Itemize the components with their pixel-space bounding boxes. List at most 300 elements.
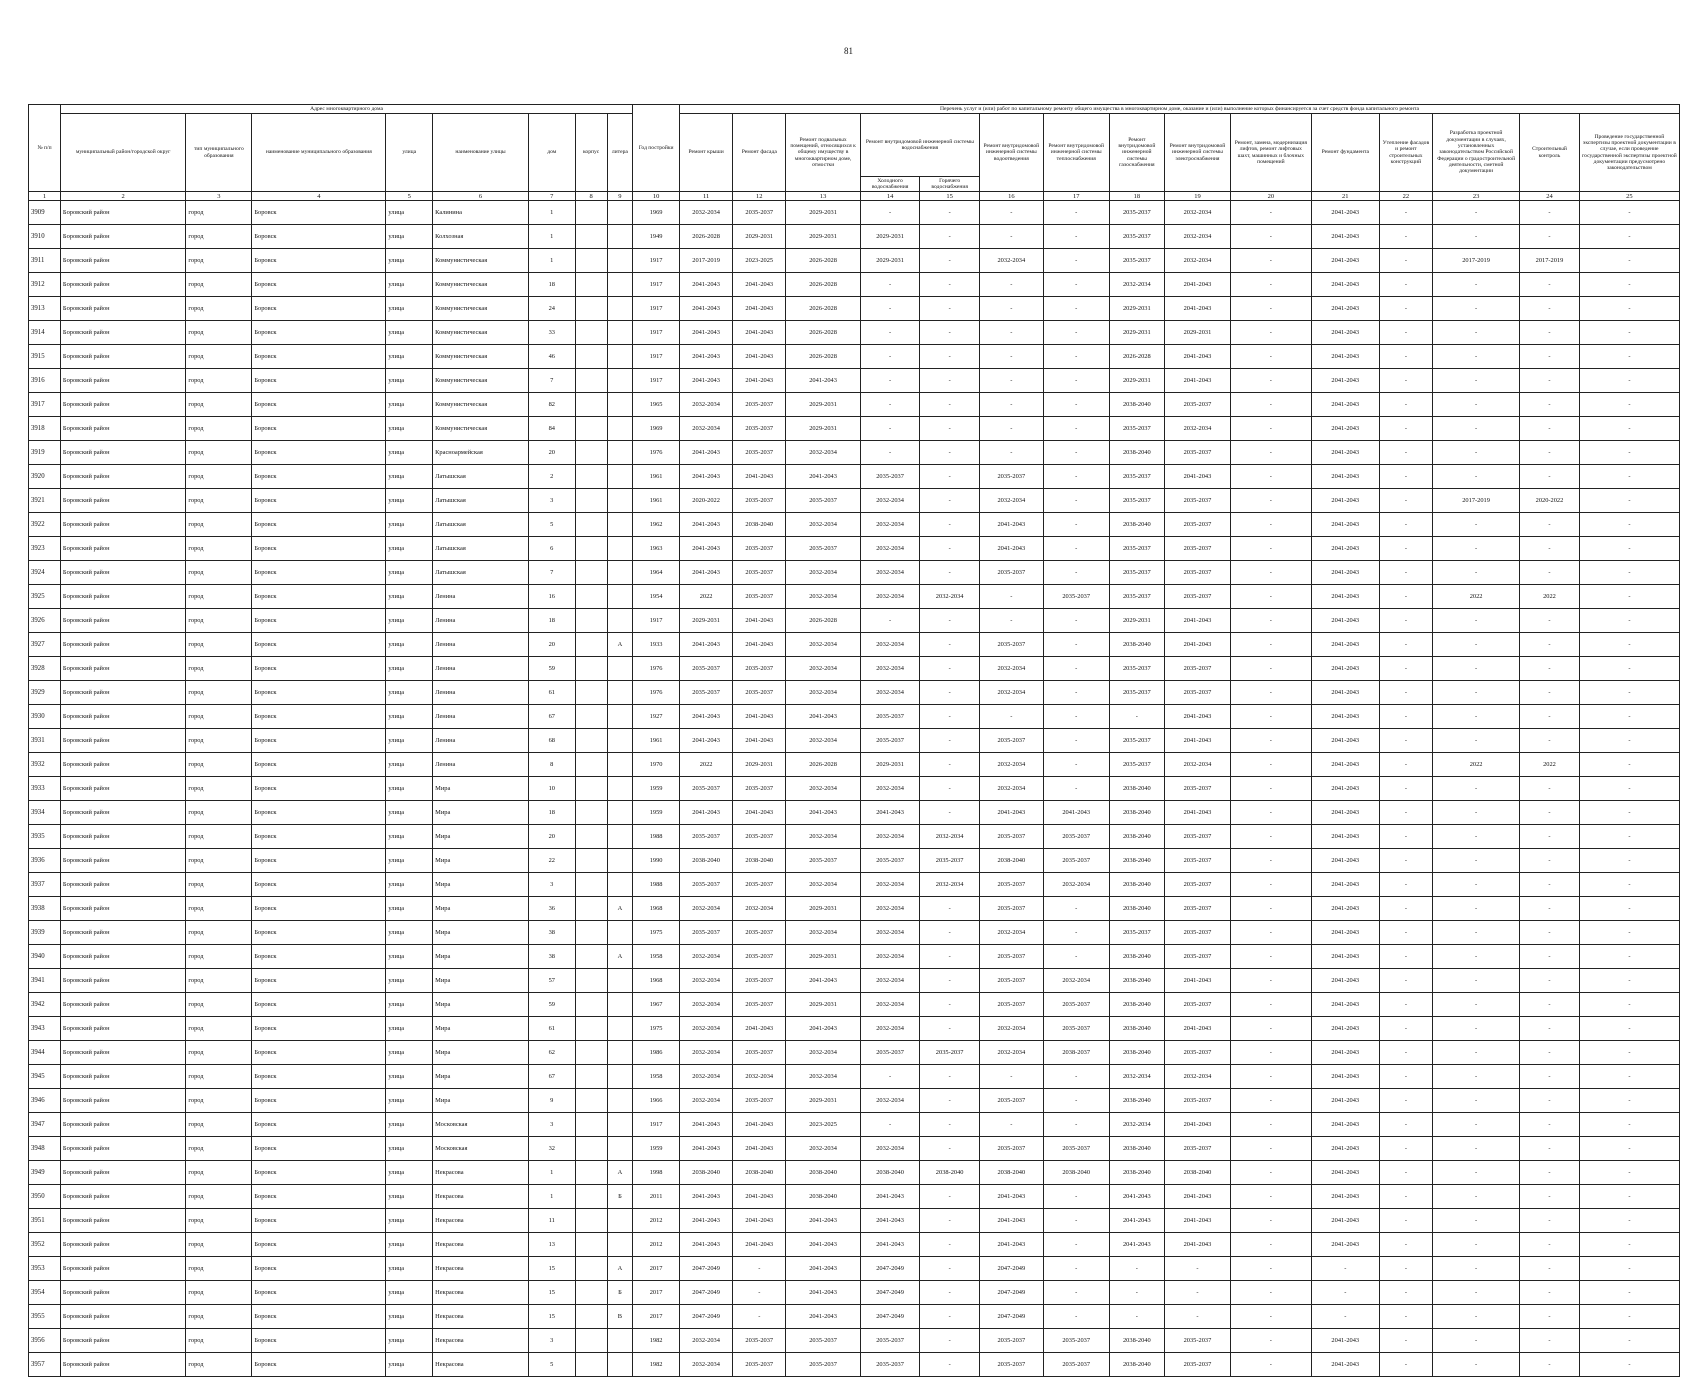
- table-cell: 2035-2037: [1164, 513, 1230, 537]
- table-cell: 1966: [633, 1089, 680, 1113]
- table-cell: -: [1379, 561, 1432, 585]
- table-cell: -: [1520, 729, 1580, 753]
- table-cell: Боровск: [252, 1041, 386, 1065]
- table-row: [29, 369, 1680, 393]
- table-cell: -: [920, 1017, 980, 1041]
- table-cell: 2032-2034: [920, 825, 980, 849]
- table-cell: -: [1379, 201, 1432, 225]
- table-cell: Боровский район: [60, 369, 186, 393]
- table-cell: 2022: [1432, 753, 1519, 777]
- table-row: [29, 1089, 1680, 1113]
- table-cell: [607, 369, 633, 393]
- table-cell: 2041-2043: [1311, 945, 1379, 969]
- table-cell: 2035-2037: [979, 945, 1043, 969]
- table-cell: город: [186, 297, 252, 321]
- table-cell: Боровский район: [60, 993, 186, 1017]
- table-cell: Некрасова: [433, 1185, 529, 1209]
- table-row: [29, 1161, 1680, 1185]
- table-cell: 1975: [633, 921, 680, 945]
- table-cell: Латышская: [433, 489, 529, 513]
- table-cell: -: [1432, 273, 1519, 297]
- table-cell: -: [1520, 825, 1580, 849]
- table-cell: -: [1379, 585, 1432, 609]
- table-cell: [575, 249, 607, 273]
- table-cell: -: [1432, 1137, 1519, 1161]
- table-cell: -: [1043, 753, 1109, 777]
- table-cell: 2035-2037: [733, 945, 786, 969]
- table-cell: Боровск: [252, 1329, 386, 1353]
- table-cell: 2038-2040: [1109, 945, 1164, 969]
- table-cell: улица: [386, 345, 433, 369]
- table-cell: улица: [386, 1281, 433, 1305]
- table-cell: 1968: [633, 969, 680, 993]
- table-cell: 2029-2031: [786, 945, 860, 969]
- table-row: [29, 1281, 1680, 1305]
- table-cell: Боровский район: [60, 1113, 186, 1137]
- table-cell: [575, 1041, 607, 1065]
- table-cell: Ленина: [433, 633, 529, 657]
- table-cell: 2017-2019: [1432, 489, 1519, 513]
- table-cell: [607, 1017, 633, 1041]
- table-row: [29, 849, 1680, 873]
- table-cell: 2038-2040: [979, 849, 1043, 873]
- table-cell: Боровский район: [60, 825, 186, 849]
- table-cell: улица: [386, 681, 433, 705]
- table-cell: [607, 465, 633, 489]
- table-cell: -: [920, 777, 980, 801]
- table-cell: 2038-2040: [920, 1161, 980, 1185]
- table-cell: -: [1311, 1305, 1379, 1329]
- table-cell: 2038-2040: [1109, 993, 1164, 1017]
- table-cell: 2026-2028: [786, 297, 860, 321]
- table-cell: 2035-2037: [979, 873, 1043, 897]
- table-cell: -: [1379, 993, 1432, 1017]
- table-cell: -: [1230, 753, 1311, 777]
- table-cell: 2032-2034: [860, 537, 920, 561]
- table-cell: 3919: [29, 441, 61, 465]
- table-cell: Колхозная: [433, 225, 529, 249]
- table-cell: -: [1579, 345, 1679, 369]
- table-cell: Боровский район: [60, 1353, 186, 1377]
- table-cell: -: [1043, 249, 1109, 273]
- table-cell: 2035-2037: [733, 873, 786, 897]
- column-number: 23: [1432, 192, 1519, 201]
- table-cell: -: [1230, 1353, 1311, 1377]
- table-cell: 2041-2043: [680, 273, 733, 297]
- table-row: [29, 945, 1680, 969]
- table-cell: -: [1520, 1065, 1580, 1089]
- table-cell: 2032-2034: [979, 753, 1043, 777]
- table-cell: -: [1520, 417, 1580, 441]
- table-cell: 3914: [29, 321, 61, 345]
- table-cell: 2035-2037: [786, 849, 860, 873]
- table-cell: -: [920, 1233, 980, 1257]
- works-group-header: Перечень услуг и (или) работ по капитальному ремонту общего имущества в многоквартирном доме, оказание и (или) выполнение которых финансируется за счет средств фонда капитального ремонта: [680, 105, 1680, 114]
- table-cell: Боровский район: [60, 489, 186, 513]
- table-cell: -: [1379, 1329, 1432, 1353]
- table-cell: 1976: [633, 657, 680, 681]
- table-cell: -: [979, 225, 1043, 249]
- table-cell: 2035-2037: [979, 993, 1043, 1017]
- table-cell: -: [860, 441, 920, 465]
- table-cell: 2026-2028: [786, 321, 860, 345]
- table-cell: [607, 1137, 633, 1161]
- table-cell: 2041-2043: [1311, 849, 1379, 873]
- table-cell: -: [1432, 1113, 1519, 1137]
- table-cell: -: [1520, 897, 1580, 921]
- table-cell: -: [860, 1113, 920, 1137]
- table-cell: -: [1432, 465, 1519, 489]
- table-cell: -: [1432, 1041, 1519, 1065]
- table-cell: 3953: [29, 1257, 61, 1281]
- table-cell: 1970: [633, 753, 680, 777]
- table-row: [29, 441, 1680, 465]
- table-cell: 2041-2043: [680, 297, 733, 321]
- table-cell: 2041-2043: [1311, 1353, 1379, 1377]
- table-cell: Боровск: [252, 825, 386, 849]
- table-cell: -: [1579, 921, 1679, 945]
- table-cell: 18: [528, 273, 575, 297]
- table-cell: 1958: [633, 1065, 680, 1089]
- table-cell: 2038-2040: [1109, 393, 1164, 417]
- table-cell: -: [1520, 993, 1580, 1017]
- table-cell: 57: [528, 969, 575, 993]
- table-cell: -: [1043, 1065, 1109, 1089]
- table-cell: 3929: [29, 681, 61, 705]
- table-cell: 2032-2034: [786, 585, 860, 609]
- table-cell: 2035-2037: [860, 705, 920, 729]
- table-cell: Боровск: [252, 465, 386, 489]
- table-cell: 2035-2037: [680, 777, 733, 801]
- table-cell: Латышская: [433, 537, 529, 561]
- table-cell: -: [860, 609, 920, 633]
- table-cell: -: [1520, 1233, 1580, 1257]
- table-cell: Некрасова: [433, 1353, 529, 1377]
- table-cell: -: [1230, 441, 1311, 465]
- col-header-hot-water: Горячего водоснабжения: [920, 177, 980, 192]
- table-cell: Боровский район: [60, 1233, 186, 1257]
- table-cell: -: [1379, 945, 1432, 969]
- table-cell: 2047-2049: [680, 1257, 733, 1281]
- table-cell: 1: [528, 1161, 575, 1185]
- table-cell: -: [860, 321, 920, 345]
- col-header-building: корпус: [575, 114, 607, 192]
- table-cell: 2041-2043: [1311, 969, 1379, 993]
- table-cell: 3932: [29, 753, 61, 777]
- table-cell: Боровск: [252, 945, 386, 969]
- table-cell: -: [1379, 1017, 1432, 1041]
- table-cell: 2041-2043: [733, 345, 786, 369]
- table-cell: 3927: [29, 633, 61, 657]
- table-cell: 2032-2034: [786, 825, 860, 849]
- table-cell: 2032-2034: [860, 633, 920, 657]
- table-cell: 2035-2037: [733, 585, 786, 609]
- table-cell: 3910: [29, 225, 61, 249]
- table-cell: -: [1379, 1161, 1432, 1185]
- table-row: [29, 417, 1680, 441]
- table-cell: 2035-2037: [1109, 225, 1164, 249]
- table-cell: [607, 753, 633, 777]
- table-cell: -: [1379, 1209, 1432, 1233]
- table-cell: 2032-2034: [1109, 1065, 1164, 1089]
- table-cell: -: [920, 273, 980, 297]
- table-cell: 2041-2043: [860, 1185, 920, 1209]
- table-cell: [575, 489, 607, 513]
- table-cell: 2032-2034: [1043, 873, 1109, 897]
- table-cell: Боровский район: [60, 513, 186, 537]
- table-cell: -: [1579, 609, 1679, 633]
- table-cell: -: [1579, 561, 1679, 585]
- table-cell: 1975: [633, 1017, 680, 1041]
- table-cell: -: [1043, 657, 1109, 681]
- column-number: 10: [633, 192, 680, 201]
- table-cell: Коммунистическая: [433, 393, 529, 417]
- table-cell: улица: [386, 657, 433, 681]
- table-cell: 2035-2037: [786, 537, 860, 561]
- table-cell: [575, 1113, 607, 1137]
- table-cell: 2041-2043: [1164, 369, 1230, 393]
- table-cell: -: [1230, 729, 1311, 753]
- table-cell: -: [1579, 777, 1679, 801]
- table-cell: 2022: [1432, 585, 1519, 609]
- table-cell: -: [1579, 1209, 1679, 1233]
- table-cell: -: [1432, 1065, 1519, 1089]
- table-cell: город: [186, 849, 252, 873]
- table-cell: -: [1579, 441, 1679, 465]
- table-cell: Боровск: [252, 513, 386, 537]
- table-cell: Мира: [433, 777, 529, 801]
- table-cell: -: [979, 369, 1043, 393]
- table-cell: Боровский район: [60, 729, 186, 753]
- table-cell: 2038-2040: [860, 1161, 920, 1185]
- table-cell: -: [1432, 849, 1519, 873]
- table-row: [29, 345, 1680, 369]
- table-cell: [607, 201, 633, 225]
- table-cell: 2035-2037: [920, 1041, 980, 1065]
- table-cell: -: [979, 609, 1043, 633]
- table-cell: -: [1579, 489, 1679, 513]
- table-cell: -: [1579, 801, 1679, 825]
- table-cell: -: [1230, 1065, 1311, 1089]
- table-cell: -: [1230, 1137, 1311, 1161]
- table-cell: -: [1520, 321, 1580, 345]
- table-cell: -: [1520, 393, 1580, 417]
- table-row: [29, 249, 1680, 273]
- table-cell: улица: [386, 369, 433, 393]
- table-cell: 2035-2037: [1164, 441, 1230, 465]
- table-cell: Боровск: [252, 345, 386, 369]
- table-cell: 2032-2034: [786, 1065, 860, 1089]
- table-cell: 2035-2037: [680, 825, 733, 849]
- table-cell: -: [1043, 1113, 1109, 1137]
- table-row: [29, 1353, 1680, 1377]
- table-cell: -: [1379, 1257, 1432, 1281]
- table-cell: -: [1579, 897, 1679, 921]
- table-cell: 2041-2043: [1311, 201, 1379, 225]
- table-cell: Боровский район: [60, 657, 186, 681]
- table-cell: 1988: [633, 825, 680, 849]
- table-cell: [575, 1089, 607, 1113]
- table-cell: -: [920, 801, 980, 825]
- table-cell: -: [920, 225, 980, 249]
- table-cell: Боровск: [252, 681, 386, 705]
- column-number: 25: [1579, 192, 1679, 201]
- table-cell: 1965: [633, 393, 680, 417]
- table-cell: -: [733, 1281, 786, 1305]
- table-cell: 2035-2037: [1164, 1329, 1230, 1353]
- table-cell: -: [1043, 369, 1109, 393]
- table-cell: -: [920, 609, 980, 633]
- column-number: 20: [1230, 192, 1311, 201]
- table-cell: Боровский район: [60, 921, 186, 945]
- table-cell: Боровский район: [60, 1137, 186, 1161]
- table-cell: [575, 1209, 607, 1233]
- table-cell: 3957: [29, 1353, 61, 1377]
- table-cell: Мира: [433, 1089, 529, 1113]
- table-cell: [607, 273, 633, 297]
- table-cell: 2032-2034: [979, 489, 1043, 513]
- table-cell: Боровский район: [60, 849, 186, 873]
- column-number: 19: [1164, 192, 1230, 201]
- table-cell: [575, 969, 607, 993]
- table-cell: 2041-2043: [680, 705, 733, 729]
- table-cell: -: [1230, 1089, 1311, 1113]
- table-cell: 2035-2037: [733, 969, 786, 993]
- table-cell: -: [860, 417, 920, 441]
- column-number: 11: [680, 192, 733, 201]
- table-cell: город: [186, 921, 252, 945]
- table-cell: 59: [528, 993, 575, 1017]
- table-cell: 38: [528, 945, 575, 969]
- table-cell: 2032-2034: [920, 873, 980, 897]
- table-cell: 9: [528, 1089, 575, 1113]
- table-cell: 2035-2037: [733, 537, 786, 561]
- table-row: [29, 729, 1680, 753]
- table-cell: -: [1432, 705, 1519, 729]
- table-cell: Боровский район: [60, 225, 186, 249]
- table-cell: 2035-2037: [1043, 993, 1109, 1017]
- table-cell: -: [979, 297, 1043, 321]
- table-cell: 2032-2034: [979, 657, 1043, 681]
- table-cell: Коммунистическая: [433, 297, 529, 321]
- table-cell: улица: [386, 225, 433, 249]
- table-cell: 5: [528, 513, 575, 537]
- table-cell: -: [1230, 1041, 1311, 1065]
- table-cell: [607, 873, 633, 897]
- table-cell: 1961: [633, 489, 680, 513]
- table-cell: 2041-2043: [733, 633, 786, 657]
- table-cell: город: [186, 1305, 252, 1329]
- table-cell: 2041-2043: [733, 609, 786, 633]
- table-cell: 1969: [633, 201, 680, 225]
- col-header-street-type: улица: [386, 114, 433, 192]
- table-cell: -: [1432, 1353, 1519, 1377]
- table-cell: -: [1379, 1353, 1432, 1377]
- table-cell: 2041-2043: [786, 369, 860, 393]
- table-cell: -: [920, 1113, 980, 1137]
- table-cell: -: [1379, 441, 1432, 465]
- table-cell: Ленина: [433, 681, 529, 705]
- table-cell: -: [1230, 993, 1311, 1017]
- table-cell: Боровск: [252, 321, 386, 345]
- table-cell: 2041-2043: [1311, 1137, 1379, 1161]
- table-cell: -: [1432, 1185, 1519, 1209]
- table-cell: Боровск: [252, 561, 386, 585]
- table-cell: Боровск: [252, 1281, 386, 1305]
- table-cell: 2041-2043: [1043, 801, 1109, 825]
- table-cell: 2041-2043: [733, 1209, 786, 1233]
- table-cell: 2038-2040: [1043, 1161, 1109, 1185]
- table-cell: 2032-2034: [680, 1017, 733, 1041]
- table-cell: 2041-2043: [979, 1233, 1043, 1257]
- table-cell: 2032-2034: [860, 585, 920, 609]
- table-cell: 2023-2025: [733, 249, 786, 273]
- table-cell: -: [1579, 681, 1679, 705]
- table-cell: В: [607, 1305, 633, 1329]
- table-cell: 2032-2034: [680, 1353, 733, 1377]
- table-cell: 2035-2037: [1164, 585, 1230, 609]
- table-cell: [607, 1233, 633, 1257]
- table-cell: -: [1520, 345, 1580, 369]
- table-cell: -: [1520, 1137, 1580, 1161]
- table-cell: -: [1109, 1257, 1164, 1281]
- table-cell: 18: [528, 609, 575, 633]
- table-cell: [575, 1185, 607, 1209]
- table-cell: Б: [607, 1185, 633, 1209]
- table-cell: -: [1230, 513, 1311, 537]
- table-cell: город: [186, 1017, 252, 1041]
- table-cell: 3: [528, 489, 575, 513]
- col-header-construction-control: Строительный контроль: [1520, 114, 1580, 192]
- table-cell: 2041-2043: [1311, 489, 1379, 513]
- table-cell: [575, 1065, 607, 1089]
- table-cell: -: [1520, 609, 1580, 633]
- table-cell: -: [1579, 969, 1679, 993]
- table-cell: 2017: [633, 1305, 680, 1329]
- table-cell: -: [1379, 417, 1432, 441]
- table-row: [29, 1041, 1680, 1065]
- table-cell: -: [920, 297, 980, 321]
- table-cell: 2032-2034: [786, 1137, 860, 1161]
- table-cell: 2032-2034: [680, 417, 733, 441]
- table-cell: Боровск: [252, 1185, 386, 1209]
- table-cell: -: [1432, 393, 1519, 417]
- table-cell: 2035-2037: [680, 657, 733, 681]
- table-cell: -: [1043, 393, 1109, 417]
- table-cell: Боровск: [252, 753, 386, 777]
- table-cell: 2041-2043: [1311, 225, 1379, 249]
- table-cell: 46: [528, 345, 575, 369]
- table-cell: -: [1579, 729, 1679, 753]
- table-cell: 2041-2043: [1311, 993, 1379, 1017]
- table-cell: 2041-2043: [860, 801, 920, 825]
- table-cell: город: [186, 897, 252, 921]
- col-header-municipality-type: тип муниципального образования: [186, 114, 252, 192]
- table-cell: Мира: [433, 993, 529, 1017]
- table-cell: 2032-2034: [860, 1017, 920, 1041]
- table-cell: 2041-2043: [1311, 561, 1379, 585]
- table-cell: 10: [528, 777, 575, 801]
- table-cell: 1917: [633, 369, 680, 393]
- table-cell: 2041-2043: [1311, 729, 1379, 753]
- table-cell: -: [920, 1185, 980, 1209]
- table-cell: 2035-2037: [1109, 465, 1164, 489]
- table-cell: -: [1379, 1305, 1432, 1329]
- table-cell: 2035-2037: [860, 1329, 920, 1353]
- table-cell: улица: [386, 849, 433, 873]
- table-cell: -: [1432, 993, 1519, 1017]
- table-cell: [607, 417, 633, 441]
